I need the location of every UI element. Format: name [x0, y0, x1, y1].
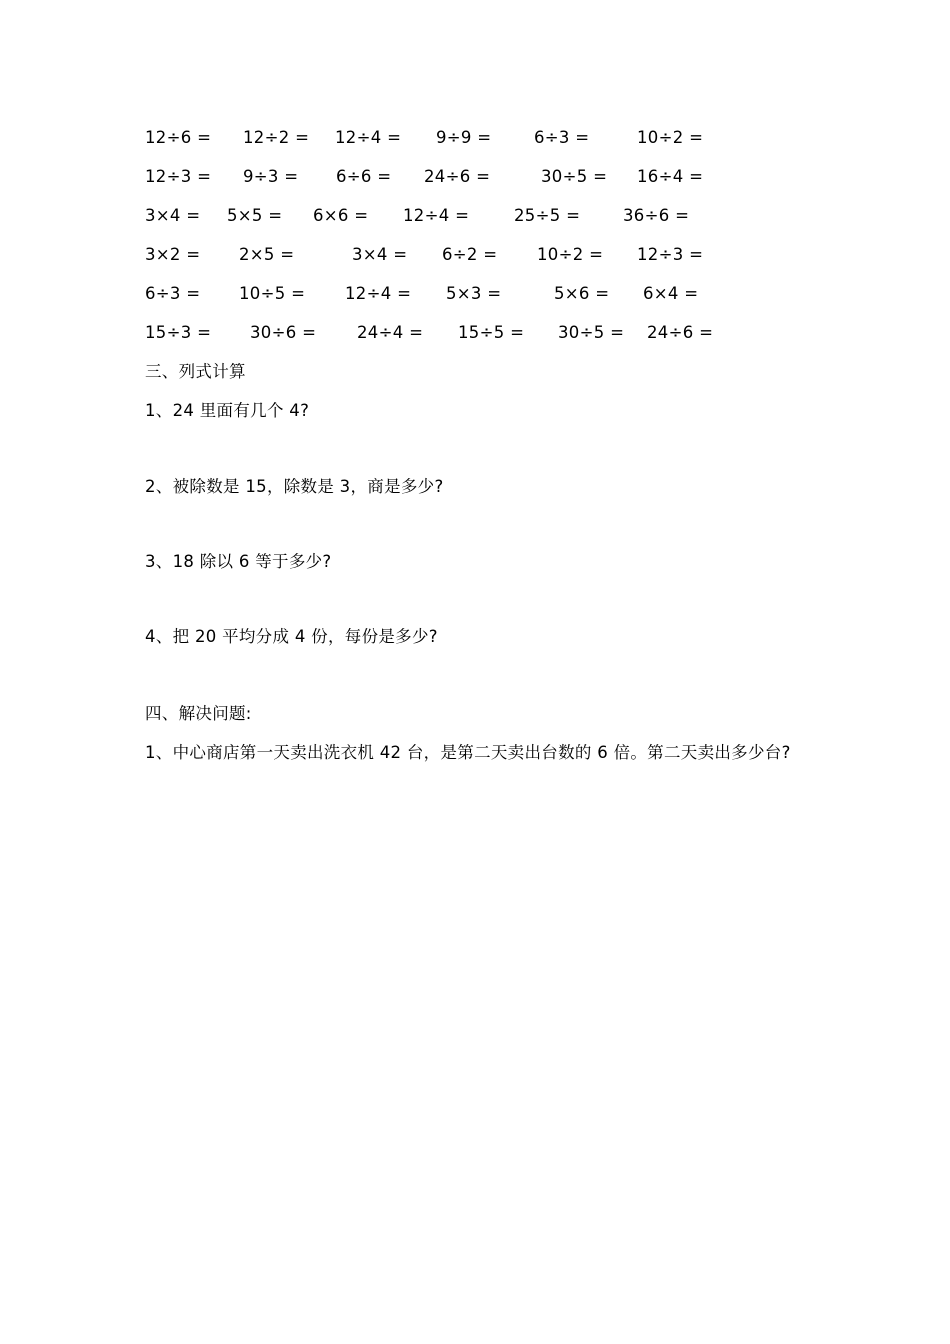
section-3-question-4: 4、把 20 平均分成 4 份，每份是多少? — [145, 627, 438, 646]
drill-item: 12÷3 = — [637, 245, 704, 264]
drill-item: 6÷3 = — [145, 284, 201, 303]
drill-item: 3×4 = — [145, 206, 201, 225]
section-3-question-3: 3、18 除以 6 等于多少? — [145, 552, 332, 571]
drill-item: 5×5 = — [227, 206, 283, 225]
drill-item: 12÷3 = — [145, 167, 212, 186]
drill-row — [0, 163, 950, 191]
drill-item: 12÷6 = — [145, 128, 212, 147]
drill-item: 9÷9 = — [436, 128, 492, 147]
drill-item: 2×5 = — [239, 245, 295, 264]
drill-item: 9÷3 = — [243, 167, 299, 186]
drill-item: 30÷6 = — [250, 323, 317, 342]
drill-item: 10÷2 = — [637, 128, 704, 147]
drill-row — [0, 202, 950, 230]
drill-item: 6×4 = — [643, 284, 699, 303]
drill-item: 5×3 = — [446, 284, 502, 303]
section-3-heading: 三、列式计算 — [145, 362, 246, 381]
drill-item: 30÷5 = — [558, 323, 625, 342]
drill-item: 6÷3 = — [534, 128, 590, 147]
section-3-question-2: 2、被除数是 15，除数是 3，商是多少? — [145, 477, 444, 496]
drill-item: 36÷6 = — [623, 206, 690, 225]
drill-item: 3×4 = — [352, 245, 408, 264]
drill-item: 16÷4 = — [637, 167, 704, 186]
drill-row — [0, 241, 950, 269]
drill-row — [0, 280, 950, 308]
drill-item: 24÷6 = — [647, 323, 714, 342]
drill-item: 6÷2 = — [442, 245, 498, 264]
drill-row — [0, 124, 950, 152]
drill-row — [0, 319, 950, 347]
drill-item: 12÷4 = — [345, 284, 412, 303]
drill-item: 12÷4 = — [335, 128, 402, 147]
drill-item: 24÷6 = — [424, 167, 491, 186]
section-4-heading: 四、解决问题: — [145, 704, 252, 723]
drill-item: 10÷2 = — [537, 245, 604, 264]
drill-item: 30÷5 = — [541, 167, 608, 186]
drill-item: 3×2 = — [145, 245, 201, 264]
section-4-question-1: 1、中心商店第一天卖出洗衣机 42 台，是第二天卖出台数的 6 倍。第二天卖出多少台? — [145, 743, 791, 762]
drill-item: 15÷3 = — [145, 323, 212, 342]
drill-item: 24÷4 = — [357, 323, 424, 342]
drill-item: 15÷5 = — [458, 323, 525, 342]
drill-item: 25÷5 = — [514, 206, 581, 225]
drill-item: 10÷5 = — [239, 284, 306, 303]
drill-item: 5×6 = — [554, 284, 610, 303]
drill-item: 6÷6 = — [336, 167, 392, 186]
drill-item: 12÷4 = — [403, 206, 470, 225]
drill-item: 6×6 = — [313, 206, 369, 225]
drill-item: 12÷2 = — [243, 128, 310, 147]
section-3-question-1: 1、24 里面有几个 4? — [145, 401, 310, 420]
